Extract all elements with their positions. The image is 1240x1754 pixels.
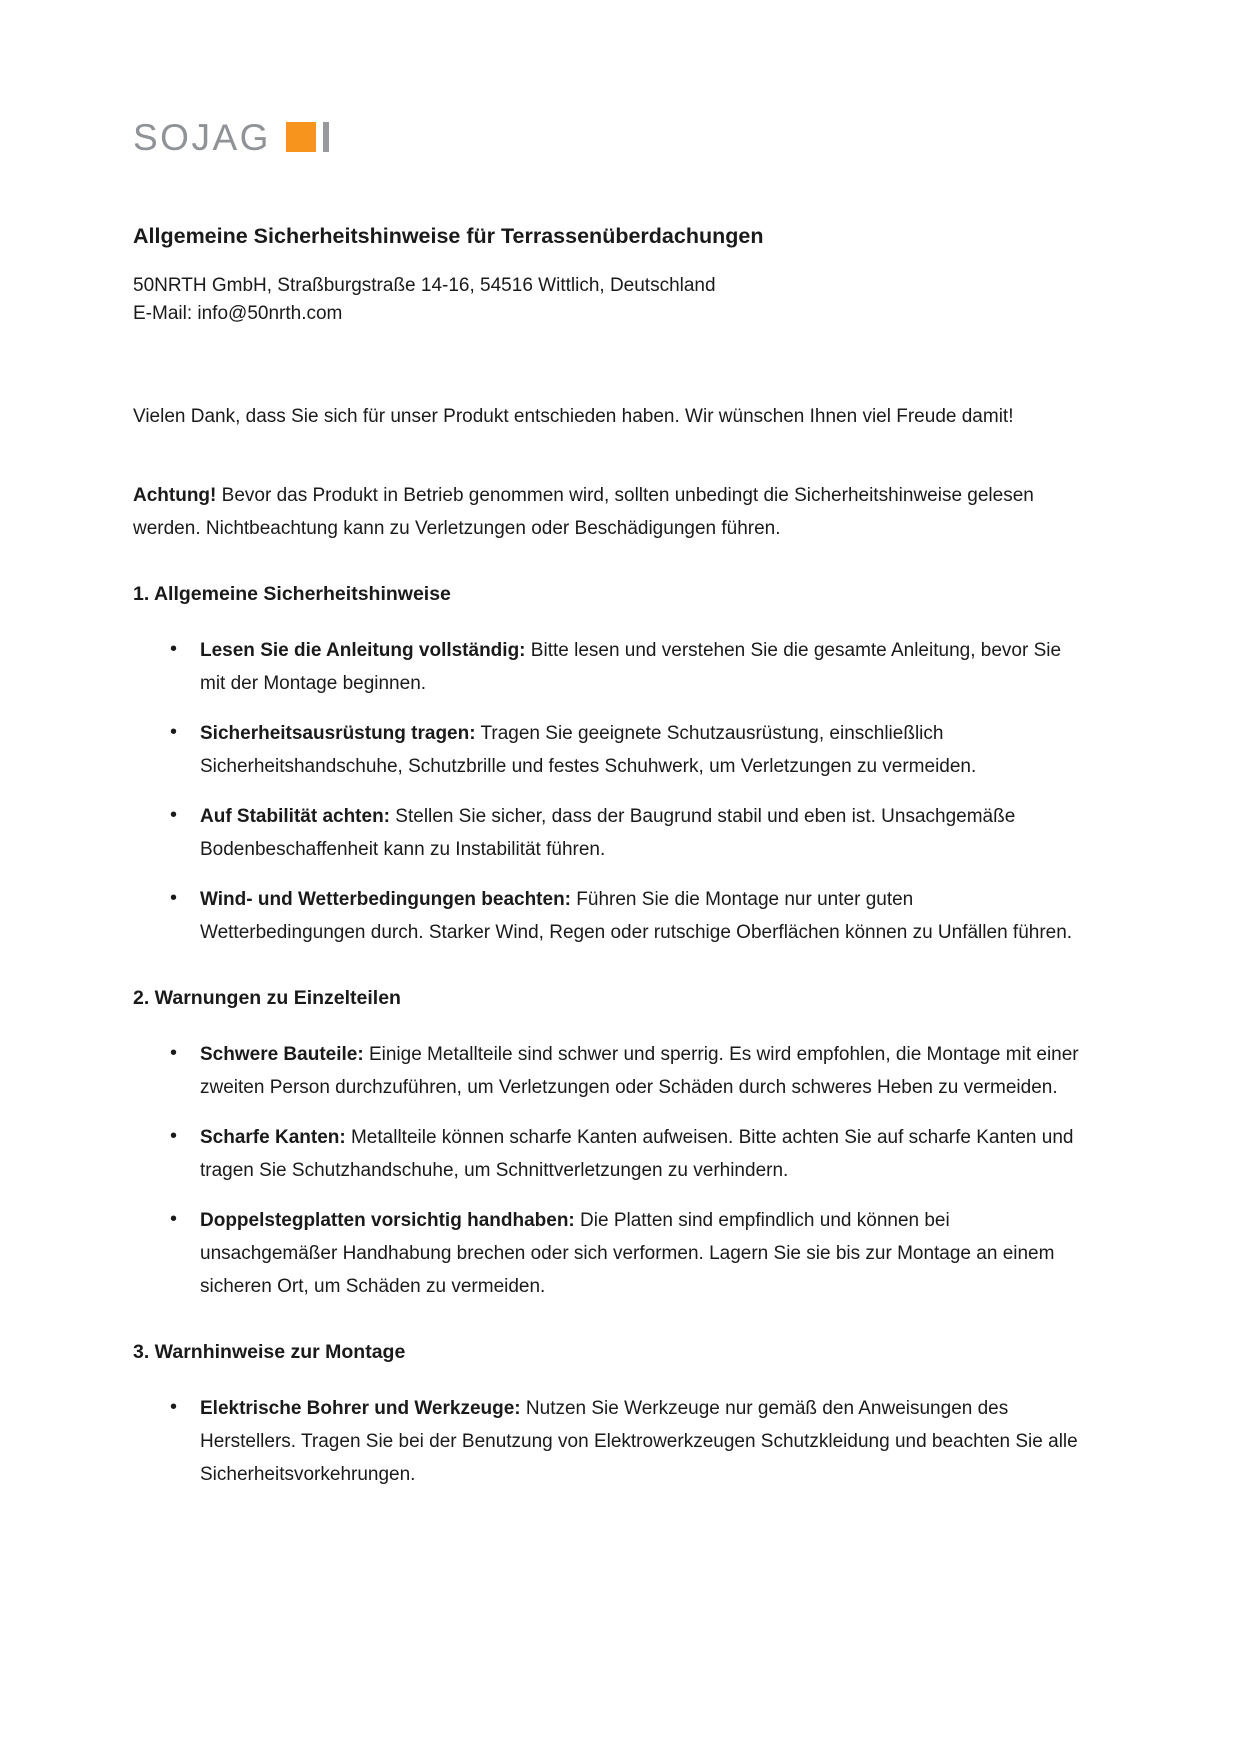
bullet-icon: • <box>170 638 178 660</box>
logo <box>133 118 1082 156</box>
warning-label: Achtung! <box>133 485 217 506</box>
logo-text: SOJAG <box>133 116 271 158</box>
company-address: 50NRTH GmbH, Straßburgstraße 14-16, 54516 Wittlich, Deutschland <box>133 275 716 296</box>
bullet-icon: • <box>170 1125 178 1147</box>
warning-text: Bevor das Produkt in Betrieb genommen wird, sollten unbedingt die Sicherheitshinweise gelesen werden. Nichtbeachtung kann zu Verletzungen oder Beschädigungen führen. <box>133 485 1034 539</box>
bullet-icon: • <box>170 1042 178 1064</box>
section-part-warnings <box>133 983 1082 1303</box>
list-item-text: Führen Sie die Montage nur unter guten Wetterbedingungen durch. Starker Wind, Regen oder rutschige Oberflächen können zu Unfällen führen. <box>200 889 1073 943</box>
section-heading: 3. Warnhinweise zur Montage <box>133 1341 406 1363</box>
list-item-text: Metallteile können scharfe Kanten aufweisen. Bitte achten Sie auf scharfe Kanten und tragen Sie Schutzhandschuhe, um Schnittverletzungen zu verhindern. <box>200 1127 1074 1181</box>
bullet-list <box>133 634 1082 949</box>
list-item-label: Sicherheitsausrüstung tragen: <box>200 723 476 744</box>
list-item-text: Tragen Sie geeignete Schutzausrüstung, einschließlich Sicherheitshandschuhe, Schutzbrille und festes Schuhwerk, um Verletzungen zu vermeiden. <box>200 723 977 777</box>
list-item-label: Elektrische Bohrer und Werkzeuge: <box>200 1398 521 1419</box>
section-general-safety <box>133 579 1082 949</box>
list-item-text: Nutzen Sie Werkzeuge nur gemäß den Anweisungen des Herstellers. Tragen Sie bei der Benutzung von Elektrowerkzeugen Schutzkleidung und beachten Sie alle Sicherheitsvorkehrungen. <box>200 1398 1078 1485</box>
list-item <box>133 717 1082 783</box>
list-item-label: Auf Stabilität achten: <box>200 806 391 827</box>
bullet-icon: • <box>170 721 178 743</box>
section-assembly-warnings <box>133 1337 1082 1491</box>
list-item <box>133 800 1082 866</box>
list-item-label: Schwere Bauteile: <box>200 1044 364 1065</box>
logo-orange-square-icon <box>286 122 316 152</box>
list-item <box>133 1038 1082 1104</box>
list-item <box>133 634 1082 700</box>
bullet-list <box>133 1392 1082 1491</box>
bullet-list <box>133 1038 1082 1303</box>
section-heading: 2. Warnungen zu Einzelteilen <box>133 987 401 1009</box>
bullet-icon: • <box>170 887 178 909</box>
bullet-icon: • <box>170 804 178 826</box>
bullet-icon: • <box>170 1396 178 1418</box>
list-item-text: Stellen Sie sicher, dass der Baugrund stabil und eben ist. Unsachgemäße Bodenbeschaffenheit kann zu Instabilität führen. <box>200 806 1016 860</box>
bullet-icon: • <box>170 1208 178 1230</box>
page-title: Allgemeine Sicherheitshinweise für Terrassenüberdachungen <box>133 224 764 248</box>
list-item-text: Die Platten sind empfindlich und können bei unsachgemäßer Handhabung brechen oder sich verformen. Lagern Sie sie bis zur Montage an einem sicheren Ort, um Schäden zu vermeiden. <box>200 1210 1055 1297</box>
list-item-text: Bitte lesen und verstehen Sie die gesamte Anleitung, bevor Sie mit der Montage beginnen. <box>200 640 1062 694</box>
list-item-label: Scharfe Kanten: <box>200 1127 346 1148</box>
list-item <box>133 883 1082 949</box>
list-item-label: Wind- und Wetterbedingungen beachten: <box>200 889 572 910</box>
section-heading: 1. Allgemeine Sicherheitshinweise <box>133 583 451 605</box>
list-item-label: Doppelstegplatten vorsichtig handhaben: <box>200 1210 575 1231</box>
list-item <box>133 1121 1082 1187</box>
list-item-text: Einige Metallteile sind schwer und sperrig. Es wird empfohlen, die Montage mit einer zweiten Person durchzuführen, um Verletzungen oder Schäden durch schweres Heben zu vermeiden. <box>200 1044 1079 1098</box>
logo-bar-icon <box>323 122 329 152</box>
intro-paragraph: Vielen Dank, dass Sie sich für unser Produkt entschieden haben. Wir wünschen Ihnen viel Freude damit! <box>133 406 1014 427</box>
company-email: E-Mail: info@50nrth.com <box>133 303 343 324</box>
list-item <box>133 1392 1082 1491</box>
list-item-label: Lesen Sie die Anleitung vollständig: <box>200 640 526 661</box>
warning-paragraph <box>133 479 1082 545</box>
list-item <box>133 1204 1082 1303</box>
